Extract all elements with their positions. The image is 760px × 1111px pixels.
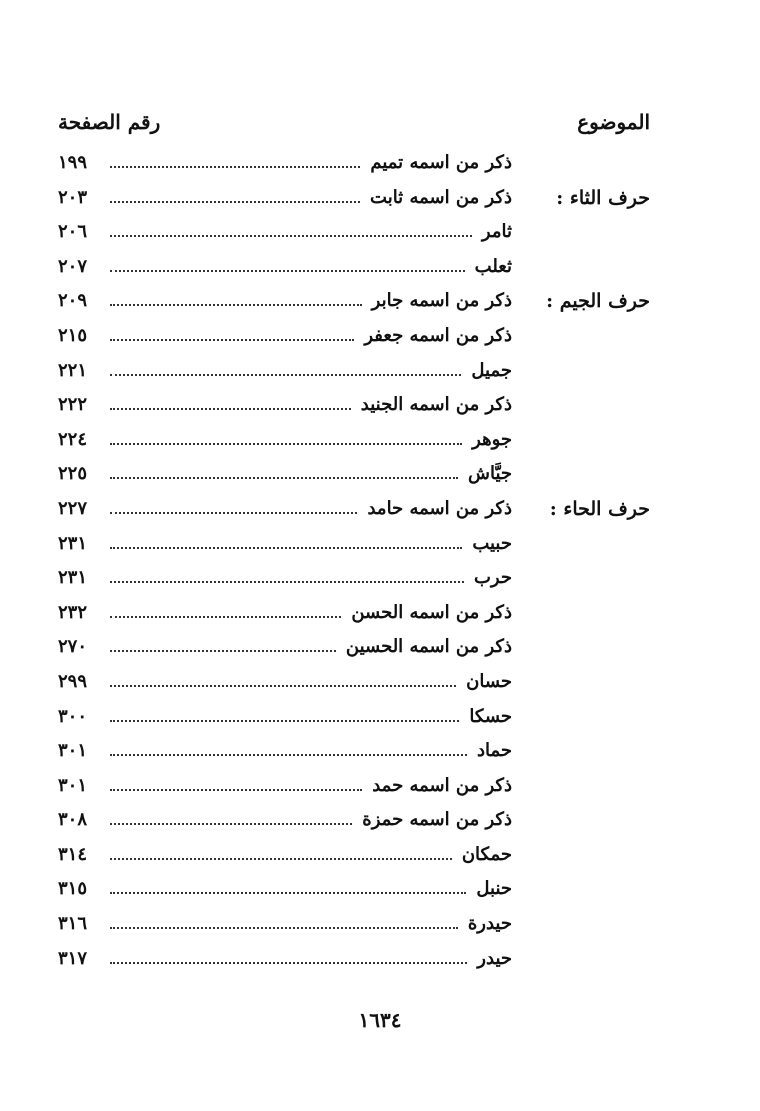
entry-title: حيدرة (467, 913, 512, 935)
index-row (58, 531, 650, 566)
entry-page-number: ٣١٤ (58, 843, 88, 865)
entry-page-number: ٢٩٩ (58, 670, 88, 692)
entry-title: جيَّاش (467, 463, 512, 485)
entry-title: ذكر من اسمه تميم (370, 152, 512, 173)
entry-page-number: ٢٠٣ (58, 186, 88, 208)
index-row (58, 565, 650, 600)
index-entry (58, 290, 512, 311)
index-entry (58, 567, 512, 588)
index-row (58, 773, 650, 808)
entry-title: حبيب (472, 532, 512, 554)
index-row (58, 254, 650, 289)
index-entry (58, 809, 512, 830)
entry-title: حيدر (477, 947, 512, 969)
entry-page-number: ٢٢٤ (58, 428, 88, 450)
entry-title: حسان (466, 670, 512, 692)
dot-leader (110, 166, 360, 168)
entry-page-number: ٢٣١ (58, 567, 88, 589)
index-row (58, 669, 650, 704)
entry-title: حنبل (476, 878, 512, 900)
entry-page-number: ٣٠٨ (58, 809, 88, 831)
index-entry (58, 948, 512, 969)
entry-title: ذكر من اسمه جعفر (364, 324, 512, 346)
entry-page-number: ٢٠٩ (58, 290, 88, 312)
index-row (58, 600, 650, 635)
entry-page-number: ٣١٥ (58, 878, 88, 900)
dot-leader (110, 374, 461, 376)
entry-title: حسكا (469, 705, 512, 727)
index-entry (58, 360, 512, 381)
entry-page-number: ٣٠١ (58, 740, 88, 762)
dot-leader (110, 823, 352, 825)
index-entry (58, 706, 512, 727)
index-entry (58, 187, 512, 208)
entry-title: ذكر من اسمه حمزة (362, 809, 512, 831)
dot-leader (110, 789, 362, 791)
index-row (58, 461, 650, 496)
entry-page-number: ٢٢١ (58, 359, 88, 381)
section-heading: حرف الحاء : (549, 497, 650, 520)
entry-page-number: ٣١٧ (58, 947, 88, 969)
index-entry (58, 152, 512, 173)
index-entry (58, 463, 512, 484)
index-entry (58, 913, 512, 934)
entry-title: ثعلب (474, 255, 512, 277)
dot-leader (110, 720, 459, 722)
entry-title: حرب (473, 567, 512, 589)
index-entry (58, 636, 512, 657)
entry-title: ذكر من اسمه الحسين (345, 636, 512, 658)
index-entry (58, 325, 512, 346)
entry-title: ذكر من اسمه حامد (367, 497, 512, 519)
section-heading: حرف الجيم : (546, 290, 650, 313)
entry-title: ثامر (481, 221, 512, 243)
index-row (58, 634, 650, 669)
index-row (58, 842, 650, 877)
entry-page-number: ٢٢٥ (58, 463, 88, 485)
dot-leader (110, 201, 360, 203)
dot-leader (110, 339, 354, 341)
dot-leader (110, 547, 462, 549)
entry-title: حمكان (461, 843, 512, 865)
entry-page-number: ٣٠٠ (58, 705, 88, 727)
dot-leader (110, 270, 465, 272)
index-row (58, 288, 650, 323)
entry-page-number: ١٩٩ (58, 152, 88, 173)
entry-page-number: ٢٣٢ (58, 601, 88, 623)
entry-title: جوهر (472, 428, 512, 450)
dot-leader (110, 304, 362, 306)
dot-leader (110, 927, 458, 929)
section-heading: حرف الثاء : (556, 186, 650, 209)
dot-leader (110, 581, 464, 583)
dot-leader (110, 616, 341, 618)
index-row (58, 911, 650, 946)
entry-page-number: ٢١٥ (58, 324, 88, 346)
dot-leader (110, 443, 462, 445)
entry-title: جميل (471, 359, 512, 381)
dot-leader (110, 858, 452, 860)
entry-page-number: ٢٧٠ (58, 636, 88, 658)
index-row (58, 358, 650, 393)
page-number-header: رقم الصفحة (58, 110, 161, 134)
index-row (58, 185, 650, 220)
index-list (58, 150, 650, 980)
index-entry (58, 429, 512, 450)
dot-leader (110, 235, 472, 237)
dot-leader (110, 408, 351, 410)
index-row (58, 876, 650, 911)
dot-leader (110, 650, 336, 652)
index-row (58, 738, 650, 773)
footer-page-number: ١٦٣٤ (358, 1008, 402, 1032)
index-row (58, 946, 650, 981)
index-row (58, 496, 650, 531)
entry-page-number: ٣٠١ (58, 774, 88, 796)
index-entry (58, 256, 512, 277)
dot-leader (110, 892, 466, 894)
index-entry (58, 602, 512, 623)
entry-page-number: ٣١٦ (58, 913, 88, 935)
index-entry (58, 775, 512, 796)
entry-title: حماد (476, 740, 512, 762)
index-entry (58, 533, 512, 554)
topic-header: الموضوع (577, 110, 650, 134)
index-row (58, 704, 650, 739)
index-row (58, 392, 650, 427)
index-row (58, 323, 650, 358)
entry-page-number: ٢٠٧ (58, 255, 88, 277)
entry-title: ذكر من اسمه ثابت (370, 186, 512, 208)
entry-page-number: ٢٠٦ (58, 221, 88, 243)
dot-leader (110, 512, 357, 514)
dot-leader (110, 962, 467, 964)
index-entry (58, 671, 512, 692)
entry-page-number: ٢٢٢ (58, 394, 88, 416)
entry-page-number: ٢٢٧ (58, 497, 88, 519)
entry-page-number: ٢٣١ (58, 532, 88, 554)
index-row (58, 427, 650, 462)
dot-leader (110, 685, 456, 687)
entry-title: ذكر من اسمه جابر (371, 290, 512, 312)
index-entry (58, 221, 512, 242)
index-row (58, 219, 650, 254)
dot-leader (110, 754, 467, 756)
index-row (58, 150, 650, 185)
index-entry (58, 878, 512, 899)
index-entry (58, 498, 512, 519)
entry-title: ذكر من اسمه حمد (372, 774, 512, 796)
dot-leader (110, 477, 458, 479)
entry-title: ذكر من اسمه الجنيد (360, 394, 512, 416)
index-row (58, 807, 650, 842)
index-entry (58, 844, 512, 865)
index-entry (58, 394, 512, 415)
entry-title: ذكر من اسمه الحسن (351, 601, 512, 623)
index-entry (58, 740, 512, 761)
